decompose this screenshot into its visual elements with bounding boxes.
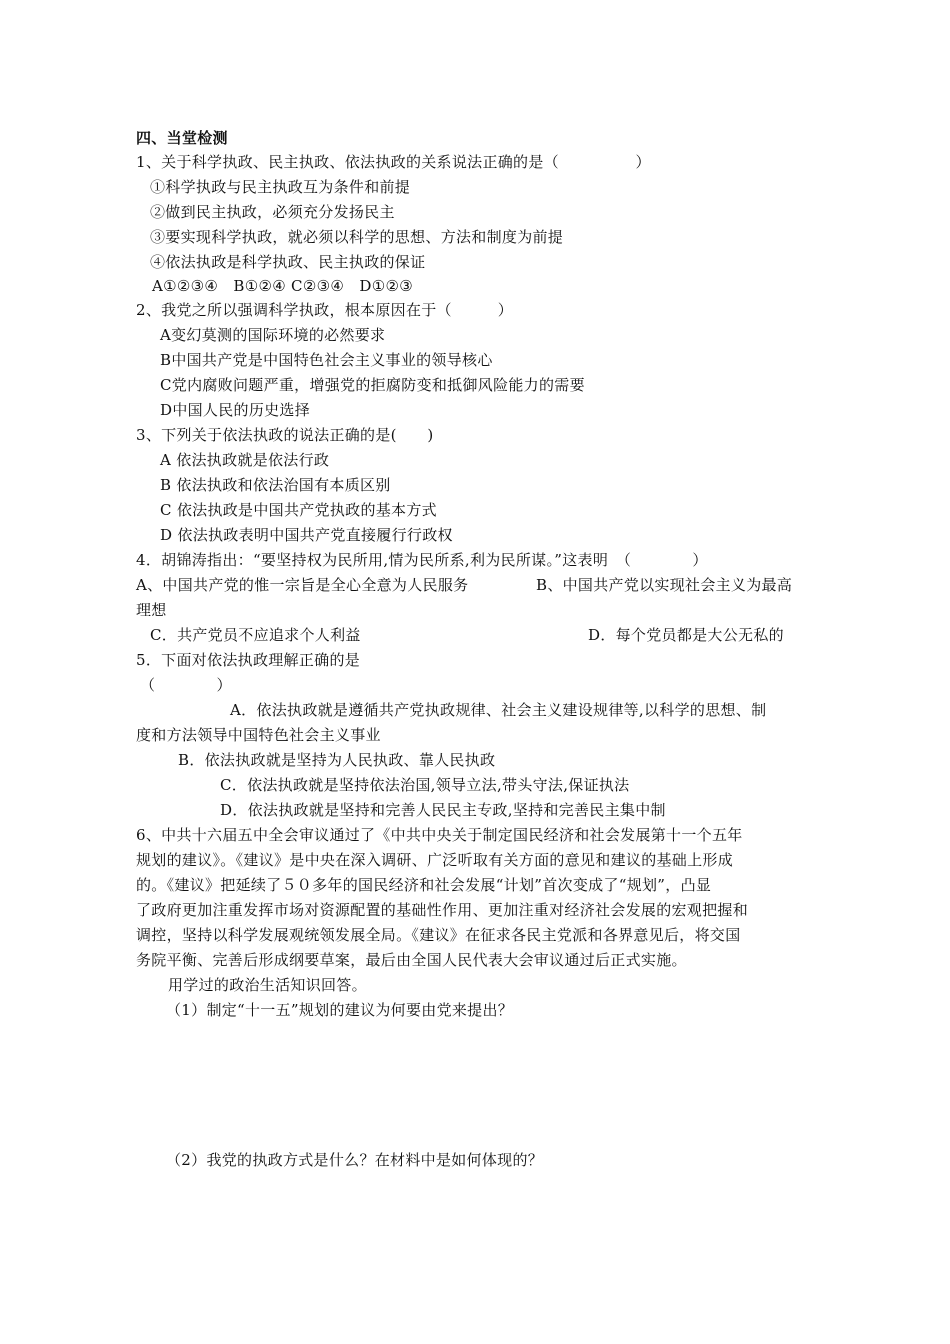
- q1-item-2: ②做到民主执政，必须充分发扬民主: [150, 203, 395, 221]
- q6-instruction: 用学过的政治生活知识回答。: [168, 976, 367, 994]
- q5-stem: 5．下面对依法执政理解正确的是: [136, 651, 361, 669]
- q1-item-3: ③要实现科学执政，就必须以科学的思想、方法和制度为前提: [150, 228, 564, 246]
- q4-option-b: B、中国共产党以实现社会主义为最高: [536, 576, 793, 594]
- q1-stem: 1、关于科学执政、民主执政、依法执政的关系说法正确的是（ ）: [136, 153, 651, 171]
- q1-options: A①②③④ B①②④ C②③④ D①②③: [152, 277, 413, 295]
- q5-option-b: B．依法执政就是坚持为人民执政、靠人民执政: [178, 751, 496, 769]
- q2-option-c: C党内腐败问题严重，增强党的拒腐防变和抵御风险能力的需要: [160, 376, 585, 394]
- q4-stem: 4．胡锦涛指出：“要坚持权为民所用,情为民所系,利为民所谋。”这表明 （ ）: [136, 551, 708, 569]
- q2-option-b: B中国共产党是中国特色社会主义事业的领导核心: [160, 351, 493, 369]
- q2-option-d: D中国人民的历史选择: [160, 401, 311, 419]
- q6-sub-question-1: （1）制定“十一五”规划的建议为何要由党来提出？: [166, 1001, 514, 1019]
- q1-item-1: ①科学执政与民主执政互为条件和前提: [150, 178, 411, 196]
- q2-stem: 2、我党之所以强调科学执政，根本原因在于（ ）: [136, 301, 514, 319]
- q5-option-c: C．依法执政就是坚持依法治国,领导立法,带头守法,保证执法: [220, 776, 630, 794]
- q3-option-d: D 依法执政表明中国共产党直接履行行政权: [160, 526, 453, 544]
- q5-option-d: D．依法执政就是坚持和完善人民民主专政,坚持和完善民主集中制: [220, 801, 666, 819]
- q4-option-d: D．每个党员都是大公无私的: [588, 626, 784, 644]
- q1-item-4: ④依法执政是科学执政、民主执政的保证: [150, 253, 426, 271]
- q6-sub-question-2: （2）我党的执政方式是什么？在材料中是如何体现的？: [166, 1151, 544, 1169]
- q3-option-c: C 依法执政是中国共产党执政的基本方式: [160, 501, 437, 519]
- q3-option-b: B 依法执政和依法治国有本质区别: [160, 476, 391, 494]
- q6-material-line-6: 务院平衡、完善后形成纲要草案，最后由全国人民代表大会审议通过后正式实施。: [136, 951, 687, 969]
- section-title: 四、当堂检测: [136, 129, 228, 147]
- q6-material-line-4: 了政府更加注重发挥市场对资源配置的基础性作用、更加注重对经济社会发展的宏观把握和: [136, 901, 749, 919]
- q4-option-b-cont: 理想: [136, 601, 167, 619]
- q5-answer-bracket: （ ）: [140, 676, 232, 694]
- q6-material-line-5: 调控，坚持以科学发展观统领发展全局。《建议》在征求各民主党派和各界意见后，将交国: [136, 926, 741, 944]
- q4-option-c: C．共产党员不应追求个人利益: [150, 626, 361, 644]
- q2-option-a: A变幻莫测的国际环境的必然要求: [160, 326, 386, 344]
- q5-option-a: A．依法执政就是遵循共产党执政规律、社会主义建设规律等,以科学的思想、制: [230, 701, 767, 719]
- q6-material-line-3: 的。《建议》把延续了５０多年的国民经济和社会发展“计划”首次变成了“规划”，凸显: [136, 876, 712, 894]
- q3-option-a: A 依法执政就是依法行政: [160, 451, 330, 469]
- q6-material-line-2: 规划的建议》。《建议》是中央在深入调研、广泛听取有关方面的意见和建议的基础上形成: [136, 851, 734, 869]
- q3-stem: 3、下列关于依法执政的说法正确的是( ): [136, 426, 434, 444]
- q6-material-line-1: 6、中共十六届五中全会审议通过了《中共中央关于制定国民经济和社会发展第十一个五年: [136, 826, 743, 844]
- q4-option-a: A、中国共产党的惟一宗旨是全心全意为人民服务: [136, 576, 469, 594]
- q5-option-a-cont: 度和方法领导中国特色社会主义事业: [136, 726, 381, 744]
